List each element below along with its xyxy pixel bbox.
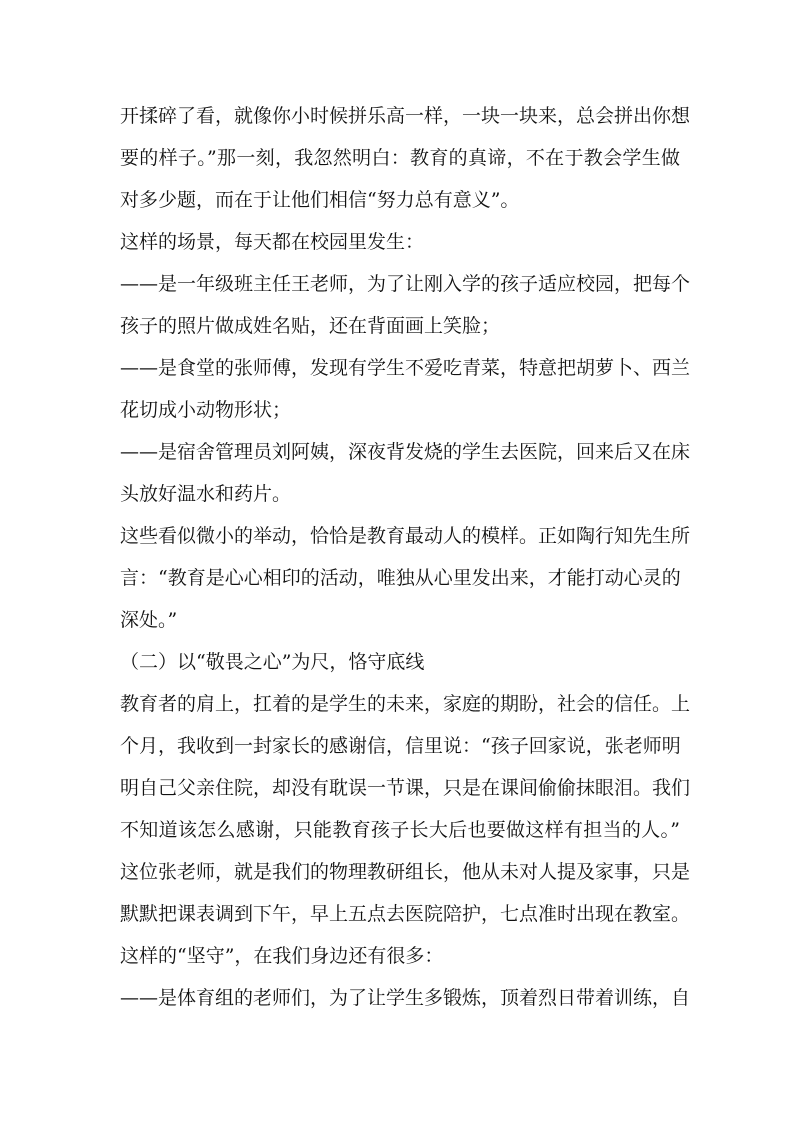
list-item-line: 花切成小动物形状； <box>120 399 292 421</box>
list-item-line: ——是一年级班主任王老师，为了让刚入学的孩子适应校园，把每个 <box>120 273 691 295</box>
paragraph-line: 开揉碎了看，就像你小时候拼乐高一样，一块一块来，总会拼出你想 <box>120 105 691 127</box>
paragraph-line: 对多少题，而在于让他们相信“努力总有意义”。 <box>120 189 520 211</box>
list-item-line: ——是食堂的张师傅，发现有学生不爱吃青菜，特意把胡萝卜、西兰 <box>120 357 691 379</box>
paragraph-line: 这位张老师，就是我们的物理教研组长，他从未对人提及家事，只是 <box>120 861 691 883</box>
paragraph-line: 要的样子。”那一刻，我忽然明白：教育的真谛，不在于教会学生做 <box>120 147 680 169</box>
paragraph-line: 这样的场景，每天都在校园里发生： <box>120 231 425 253</box>
paragraph-line: 这些看似微小的举动，恰恰是教育最动人的模样。正如陶行知先生所 <box>120 525 691 547</box>
section-heading: （二）以“敬畏之心”为尺，恪守底线 <box>120 651 425 673</box>
paragraph-line: 默默把课表调到下午，早上五点去医院陪护，七点准时出现在教室。 <box>120 903 691 925</box>
list-item-line: 孩子的照片做成姓名贴，还在背面画上笑脸； <box>120 315 501 337</box>
list-item-line: ——是体育组的老师们，为了让学生多锻炼，顶着烈日带着训练，自 <box>120 987 691 1009</box>
list-item-line: 头放好温水和药片。 <box>120 483 292 505</box>
paragraph-line: 明自己父亲住院，却没有耽误一节课，只是在课间偷偷抹眼泪。我们 <box>120 777 691 799</box>
paragraph-line: 教育者的肩上，扛着的是学生的未来，家庭的期盼，社会的信任。上 <box>120 693 691 715</box>
paragraph-line: 深处。” <box>120 609 178 631</box>
paragraph-line: 不知道该怎么感谢，只能教育孩子长大后也要做这样有担当的人。” <box>120 819 680 841</box>
list-item-line: ——是宿舍管理员刘阿姨，深夜背发烧的学生去医院，回来后又在床 <box>120 441 691 463</box>
paragraph-line: 言：“教育是心心相印的活动，唯独从心里发出来，才能打动心灵的 <box>120 567 681 589</box>
paragraph-line: 这样的“坚守”，在我们身边还有很多： <box>120 945 444 967</box>
paragraph-line: 个月，我收到一封家长的感谢信，信里说：“孩子回家说，张老师明 <box>120 735 681 757</box>
